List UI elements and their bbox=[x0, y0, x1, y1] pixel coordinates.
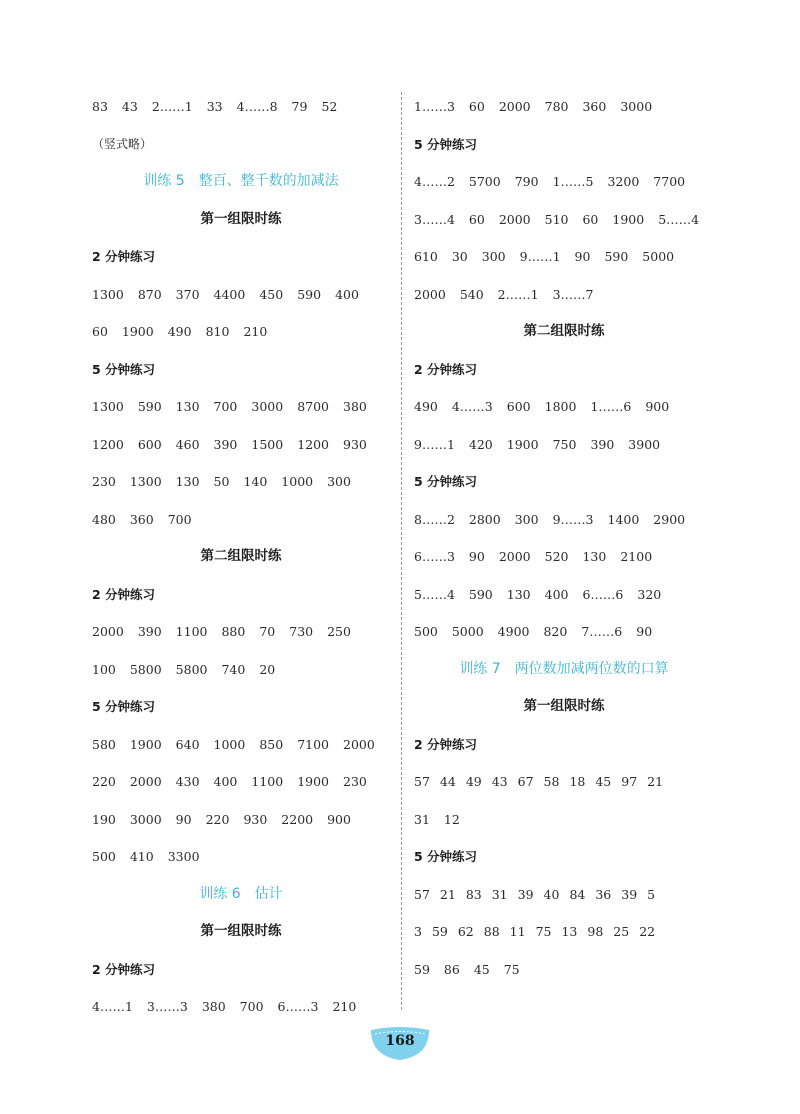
group-title: 第一组限时练 bbox=[200, 210, 282, 227]
practice-subheading: 2 分钟练习 bbox=[414, 361, 478, 377]
answer-item: 390 bbox=[213, 436, 238, 452]
answer-item: 5800 bbox=[129, 661, 162, 677]
answer-item: 590 bbox=[468, 586, 493, 602]
answer-line bbox=[92, 313, 390, 351]
answer-item: 930 bbox=[343, 436, 367, 452]
answer-item: 90 bbox=[468, 549, 485, 564]
answer-item: 1100 bbox=[175, 624, 208, 639]
answer-item: 60 bbox=[468, 99, 485, 114]
answer-line bbox=[92, 88, 390, 126]
answer-item: 36 bbox=[595, 886, 612, 902]
answer-item: 190 bbox=[92, 811, 116, 827]
answer-item: 5700 bbox=[468, 174, 501, 189]
answer-line bbox=[414, 913, 714, 951]
answer-item: 20 bbox=[259, 661, 276, 677]
answer-item: 39 bbox=[517, 886, 534, 902]
answer-line bbox=[414, 538, 714, 576]
section-label: 训练 6 bbox=[199, 885, 241, 902]
answer-item: 1000 bbox=[213, 736, 246, 752]
answer-line bbox=[92, 801, 390, 839]
answer-item: 40 bbox=[543, 886, 560, 902]
answer-item: 4……2 bbox=[414, 174, 455, 189]
answer-item: 75 bbox=[535, 924, 552, 939]
answer-line bbox=[414, 613, 714, 651]
column-divider bbox=[401, 92, 402, 1010]
section-name: 估计 bbox=[254, 885, 283, 902]
answer-item: 52 bbox=[321, 99, 338, 114]
answer-item: 5……4 bbox=[414, 586, 455, 602]
answer-item: 870 bbox=[137, 286, 162, 302]
answer-item: 86 bbox=[443, 961, 460, 977]
answer-item: 1100 bbox=[251, 774, 284, 789]
answer-item: 130 bbox=[582, 549, 607, 564]
section-name: 两位数加减两位数的口算 bbox=[514, 660, 669, 677]
answer-item: 2000 bbox=[498, 549, 531, 564]
answer-item: 900 bbox=[327, 811, 351, 827]
answer-item: 220 bbox=[92, 774, 116, 789]
practice-subheading: 2 分钟练习 bbox=[414, 736, 478, 752]
answer-item: 320 bbox=[637, 586, 662, 602]
answer-item: 510 bbox=[544, 211, 569, 227]
answer-item: 210 bbox=[243, 324, 268, 339]
answer-item: 1200 bbox=[297, 436, 330, 452]
group-title: 第二组限时练 bbox=[523, 323, 605, 339]
answer-item: 3 bbox=[414, 924, 422, 939]
right-column bbox=[414, 88, 714, 988]
answer-item: 600 bbox=[137, 436, 162, 452]
answer-item: 50 bbox=[213, 474, 230, 489]
answer-item: 7100 bbox=[297, 736, 330, 752]
answer-item: 580 bbox=[92, 736, 116, 752]
answer-item: 450 bbox=[259, 286, 284, 302]
answer-item: 3200 bbox=[607, 174, 640, 189]
answer-item: 520 bbox=[544, 549, 569, 564]
answer-item: 83 bbox=[465, 886, 482, 902]
answer-item: 60 bbox=[92, 324, 108, 339]
answer-item: 7700 bbox=[653, 174, 686, 189]
answer-item: 1300 bbox=[129, 474, 162, 489]
section-label: 训练 5 bbox=[143, 173, 185, 189]
answer-item: 250 bbox=[327, 624, 351, 639]
answer-line bbox=[414, 88, 714, 126]
answer-item: 11 bbox=[509, 924, 526, 939]
group-title: 第一组限时练 bbox=[200, 923, 282, 939]
answer-item: 67 bbox=[517, 774, 534, 789]
answer-item: 370 bbox=[175, 286, 200, 302]
answer-item: 4900 bbox=[497, 624, 530, 639]
answer-item: 21 bbox=[439, 886, 456, 902]
answer-item: 1800 bbox=[544, 399, 577, 414]
answer-item: 2800 bbox=[468, 511, 501, 527]
answer-item: 1300 bbox=[92, 399, 124, 414]
answer-item: 640 bbox=[175, 736, 200, 752]
answer-item: 2000 bbox=[129, 774, 162, 789]
answer-item: 22 bbox=[639, 924, 656, 939]
answer-item: 420 bbox=[468, 436, 493, 452]
answer-item: 590 bbox=[604, 249, 629, 264]
answer-item: 5 bbox=[647, 886, 656, 902]
practice-subheading: 5 分钟练习 bbox=[414, 474, 478, 489]
answer-item: 98 bbox=[587, 924, 604, 939]
answer-item: 83 bbox=[92, 99, 108, 114]
answer-item: 360 bbox=[129, 511, 154, 527]
answer-line bbox=[414, 763, 714, 801]
answer-item: 380 bbox=[343, 399, 367, 414]
answer-item: 780 bbox=[544, 99, 569, 114]
section-title bbox=[92, 876, 390, 914]
answer-item: 600 bbox=[506, 399, 531, 414]
answer-item: 45 bbox=[595, 774, 612, 789]
answer-item: 2……1 bbox=[151, 99, 193, 114]
answer-item: 97 bbox=[621, 774, 638, 789]
answer-item: 1900 bbox=[297, 774, 330, 789]
answer-item: 3……7 bbox=[552, 286, 594, 302]
answer-line bbox=[414, 951, 714, 989]
answer-item: 79 bbox=[291, 99, 308, 114]
answer-item: 3……3 bbox=[146, 999, 188, 1014]
answer-item: 400 bbox=[335, 286, 359, 302]
answer-item: 130 bbox=[175, 474, 200, 489]
answer-item: 90 bbox=[636, 624, 653, 639]
answer-item: 2000 bbox=[414, 286, 446, 302]
answer-line bbox=[414, 201, 714, 239]
answer-line bbox=[414, 876, 714, 914]
group-title: 第一组限时练 bbox=[523, 698, 605, 714]
answer-item: 60 bbox=[582, 211, 599, 227]
answer-item: 21 bbox=[647, 774, 664, 789]
answer-line bbox=[92, 651, 390, 689]
answer-item: 18 bbox=[569, 774, 586, 789]
answer-item: 25 bbox=[613, 924, 630, 939]
answer-item: 1300 bbox=[92, 286, 124, 302]
answer-item: 380 bbox=[201, 999, 226, 1014]
answer-item: 33 bbox=[206, 99, 223, 114]
answer-item: 2100 bbox=[620, 549, 653, 564]
answer-item: 360 bbox=[582, 99, 607, 114]
note-text: （竖式略） bbox=[92, 136, 153, 151]
answer-line bbox=[92, 763, 390, 801]
answer-item: 1……6 bbox=[590, 399, 632, 414]
answer-item: 1200 bbox=[92, 436, 124, 452]
answer-line bbox=[414, 576, 714, 614]
answer-item: 430 bbox=[175, 774, 200, 789]
answer-line bbox=[92, 613, 390, 651]
answer-line bbox=[414, 163, 714, 201]
section-title bbox=[414, 651, 714, 689]
answer-item: 750 bbox=[552, 436, 577, 452]
answer-item: 810 bbox=[205, 324, 230, 339]
answer-item: 8……2 bbox=[414, 511, 455, 527]
answer-item: 880 bbox=[221, 624, 246, 639]
answer-item: 2000 bbox=[343, 736, 375, 752]
answer-line bbox=[92, 726, 390, 764]
answer-line bbox=[414, 388, 714, 426]
answer-item: 4……1 bbox=[92, 999, 133, 1014]
answer-item: 300 bbox=[327, 474, 351, 489]
section-title bbox=[92, 163, 390, 201]
answer-item: 31 bbox=[491, 886, 508, 902]
answer-item: 9……1 bbox=[519, 249, 561, 264]
answer-item: 5……4 bbox=[658, 211, 700, 227]
answer-item: 820 bbox=[543, 624, 568, 639]
answer-item: 490 bbox=[414, 399, 438, 414]
answer-item: 400 bbox=[213, 774, 238, 789]
answer-item: 140 bbox=[243, 474, 268, 489]
answer-line bbox=[92, 426, 390, 464]
answer-line bbox=[92, 463, 390, 501]
answer-item: 390 bbox=[590, 436, 615, 452]
answer-item: 900 bbox=[645, 399, 670, 414]
answer-line bbox=[414, 238, 714, 276]
group-title: 第二组限时练 bbox=[200, 548, 282, 564]
answer-item: 5800 bbox=[175, 661, 208, 677]
answer-line bbox=[414, 276, 714, 314]
answer-item: 45 bbox=[473, 961, 490, 977]
answer-item: 49 bbox=[465, 774, 482, 789]
answer-item: 39 bbox=[621, 886, 638, 902]
answer-item: 75 bbox=[503, 961, 520, 977]
answer-item: 9……3 bbox=[552, 511, 594, 527]
answer-item: 3000 bbox=[620, 99, 653, 114]
answer-item: 1900 bbox=[129, 736, 162, 752]
answer-item: 13 bbox=[561, 924, 578, 939]
answer-item: 5000 bbox=[642, 249, 675, 264]
answer-item: 500 bbox=[92, 849, 116, 864]
section-label: 训练 7 bbox=[459, 660, 501, 677]
answer-item: 31 bbox=[414, 811, 430, 827]
answer-item: 540 bbox=[459, 286, 484, 302]
answer-line bbox=[414, 426, 714, 464]
answer-item: 740 bbox=[221, 661, 246, 677]
answer-item: 58 bbox=[543, 774, 560, 789]
page-number: 168 bbox=[385, 1033, 415, 1049]
answer-item: 4400 bbox=[213, 286, 246, 302]
answer-item: 90 bbox=[574, 249, 591, 264]
answer-item: 1……3 bbox=[414, 99, 455, 114]
answer-item: 62 bbox=[457, 924, 474, 939]
answer-item: 4……8 bbox=[236, 99, 278, 114]
answer-item: 100 bbox=[92, 661, 116, 677]
answer-item: 3000 bbox=[251, 399, 284, 414]
answer-item: 700 bbox=[167, 511, 192, 527]
practice-subheading: 2 分钟练习 bbox=[92, 249, 156, 264]
answer-item: 44 bbox=[439, 774, 456, 789]
answer-line bbox=[92, 988, 390, 1026]
answer-item: 1900 bbox=[121, 324, 154, 339]
answer-item: 230 bbox=[92, 474, 116, 489]
answer-item: 700 bbox=[239, 999, 264, 1014]
answer-item: 730 bbox=[289, 624, 314, 639]
answer-item: 300 bbox=[514, 511, 539, 527]
answer-item: 590 bbox=[137, 399, 162, 414]
answer-line bbox=[92, 388, 390, 426]
answer-item: 7……6 bbox=[581, 624, 623, 639]
answer-item: 1500 bbox=[251, 436, 284, 452]
answer-item: 57 bbox=[414, 886, 430, 902]
answer-item: 3……4 bbox=[414, 211, 455, 227]
answer-item: 43 bbox=[121, 99, 138, 114]
answer-item: 8700 bbox=[297, 399, 330, 414]
answer-line bbox=[414, 501, 714, 539]
answer-item: 850 bbox=[259, 736, 284, 752]
answer-item: 590 bbox=[297, 286, 322, 302]
answer-item: 59 bbox=[414, 961, 430, 977]
left-column bbox=[92, 88, 390, 1026]
practice-subheading: 2 分钟练习 bbox=[92, 961, 156, 977]
answer-line bbox=[92, 276, 390, 314]
answer-item: 2900 bbox=[653, 511, 686, 527]
answer-item: 1000 bbox=[281, 474, 314, 489]
answer-item: 60 bbox=[468, 211, 485, 227]
answer-item: 130 bbox=[175, 399, 200, 414]
answer-line bbox=[92, 501, 390, 539]
answer-item: 6……3 bbox=[414, 549, 455, 564]
section-name: 整百、整千数的加减法 bbox=[198, 173, 339, 189]
answer-item: 88 bbox=[483, 924, 500, 939]
answer-item: 460 bbox=[175, 436, 200, 452]
answer-item: 6……6 bbox=[582, 586, 624, 602]
answer-item: 700 bbox=[213, 399, 238, 414]
answer-item: 2200 bbox=[281, 811, 314, 827]
practice-subheading: 5 分钟练习 bbox=[414, 849, 478, 864]
answer-item: 3000 bbox=[129, 811, 162, 827]
answer-item: 5000 bbox=[451, 624, 484, 639]
answer-item: 2000 bbox=[92, 624, 124, 639]
practice-subheading: 5 分钟练习 bbox=[414, 136, 478, 152]
answer-item: 57 bbox=[414, 774, 430, 789]
answer-item: 210 bbox=[332, 999, 357, 1014]
practice-subheading: 2 分钟练习 bbox=[92, 586, 156, 602]
answer-item: 70 bbox=[259, 624, 276, 639]
page-number-badge bbox=[371, 1026, 429, 1062]
answer-item: 3900 bbox=[628, 436, 661, 452]
answer-item: 390 bbox=[137, 624, 162, 639]
practice-subheading: 5 分钟练习 bbox=[92, 699, 156, 714]
answer-item: 480 bbox=[92, 511, 116, 527]
practice-subheading: 5 分钟练习 bbox=[92, 361, 156, 377]
answer-line bbox=[414, 801, 714, 839]
answer-item: 500 bbox=[414, 624, 438, 639]
answer-item: 400 bbox=[544, 586, 569, 602]
answer-item: 230 bbox=[343, 774, 367, 789]
answer-item: 6……3 bbox=[277, 999, 319, 1014]
answer-item: 410 bbox=[129, 849, 154, 864]
answer-item: 1400 bbox=[607, 511, 640, 527]
answer-item: 2000 bbox=[498, 211, 531, 227]
answer-item: 4……3 bbox=[451, 399, 493, 414]
answer-item: 3300 bbox=[167, 849, 200, 864]
answer-item: 1900 bbox=[506, 436, 539, 452]
answer-item: 930 bbox=[243, 811, 268, 827]
answer-item: 790 bbox=[514, 174, 539, 189]
answer-item: 130 bbox=[506, 586, 531, 602]
answer-item: 59 bbox=[431, 924, 448, 939]
answer-item: 84 bbox=[569, 886, 586, 902]
answer-item: 2……1 bbox=[497, 286, 539, 302]
answer-line bbox=[92, 838, 390, 876]
answer-item: 9……1 bbox=[414, 436, 455, 452]
answer-item: 2000 bbox=[498, 99, 531, 114]
answer-item: 90 bbox=[175, 811, 192, 827]
answer-item: 43 bbox=[491, 774, 508, 789]
answer-item: 490 bbox=[167, 324, 192, 339]
answer-item: 1……5 bbox=[552, 174, 594, 189]
answer-item: 1900 bbox=[612, 211, 645, 227]
answer-item: 610 bbox=[414, 249, 438, 264]
answer-item: 300 bbox=[481, 249, 506, 264]
answer-item: 220 bbox=[205, 811, 230, 827]
answer-item: 12 bbox=[443, 811, 460, 827]
answer-item: 30 bbox=[451, 249, 468, 264]
